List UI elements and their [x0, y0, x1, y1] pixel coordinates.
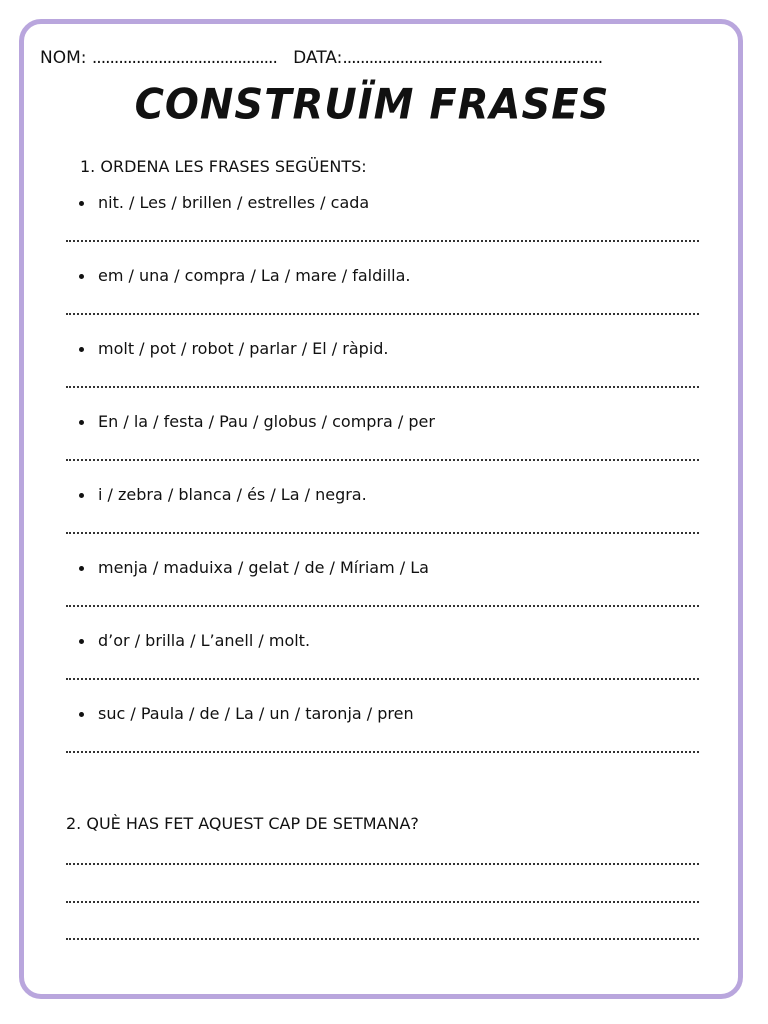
answer-line[interactable] — [66, 240, 699, 242]
list-item — [66, 339, 700, 412]
section1-heading: 1. ORDENA LES FRASES SEGÜENTS: — [80, 157, 367, 176]
answer-line[interactable] — [66, 901, 699, 903]
answer-line[interactable] — [66, 313, 699, 315]
answer-line[interactable] — [66, 459, 699, 461]
answer-line[interactable] — [66, 386, 699, 388]
item-text: En / la / festa / Pau / globus / compra / per — [79, 412, 435, 432]
item-text: i / zebra / blanca / és / La / negra. — [79, 485, 367, 505]
header-line — [40, 48, 722, 68]
list-item — [66, 266, 700, 339]
answer-line[interactable] — [66, 532, 699, 534]
exercise-list — [66, 193, 700, 777]
item-text: em / una / compra / La / mare / faldilla. — [79, 266, 410, 286]
item-text: d’or / brilla / L’anell / molt. — [79, 631, 310, 651]
item-text: menja / maduixa / gelat / de / Míriam / La — [79, 558, 429, 578]
list-item — [66, 558, 700, 631]
list-item — [66, 704, 700, 777]
list-item — [66, 485, 700, 558]
answer-line[interactable] — [66, 863, 699, 865]
answer-line[interactable] — [66, 678, 699, 680]
item-text: nit. / Les / brillen / estrelles / cada — [79, 193, 369, 213]
answer-line[interactable] — [66, 751, 699, 753]
date-field[interactable]: ........................................................... — [342, 48, 603, 68]
item-text: suc / Paula / de / La / un / taronja / pren — [79, 704, 414, 724]
item-text: molt / pot / robot / parlar / El / ràpid. — [79, 339, 389, 359]
section2-heading: 2. QUÈ HAS FET AQUEST CAP DE SETMANA? — [66, 814, 419, 833]
name-field[interactable]: .......................................... — [91, 48, 277, 68]
list-item — [66, 631, 700, 704]
list-item — [66, 193, 700, 266]
list-item — [66, 412, 700, 485]
page-title: CONSTRUÏM FRASES — [134, 80, 610, 130]
answer-line[interactable] — [66, 605, 699, 607]
date-label: DATA: — [293, 48, 343, 68]
name-label: NOM: — [40, 48, 87, 68]
answer-line[interactable] — [66, 938, 699, 940]
